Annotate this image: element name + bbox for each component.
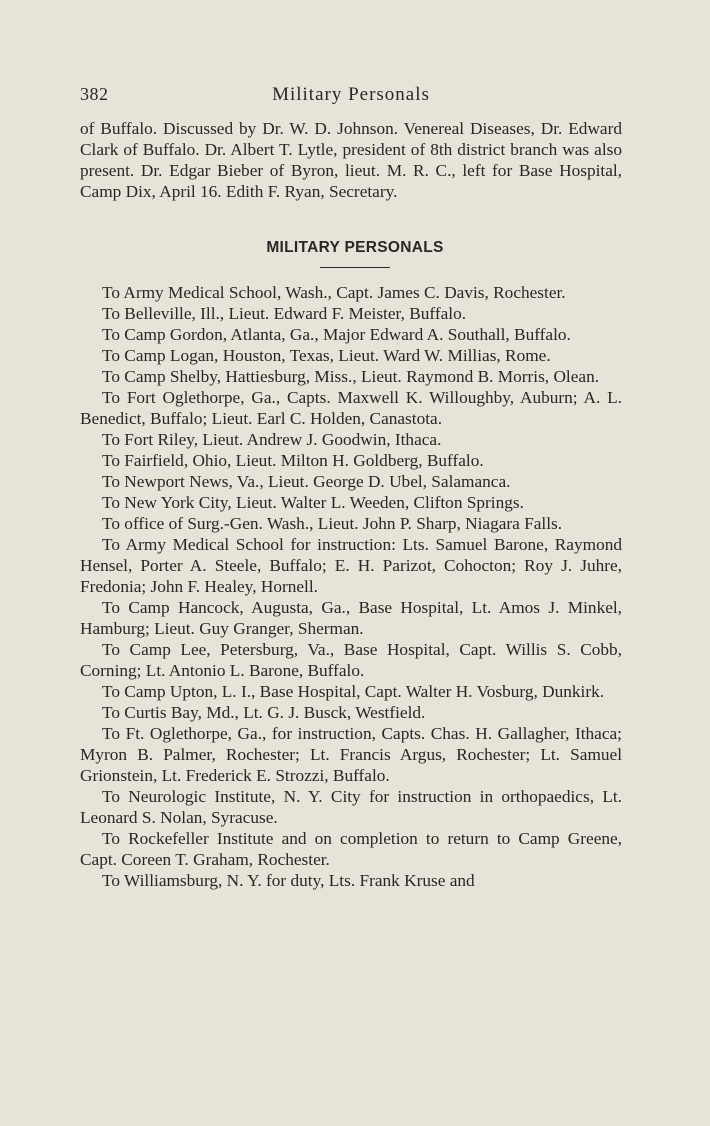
list-item: To New York City, Lieut. Walter L. Weeden, Clifton Springs. [102,493,524,512]
list-item: To Camp Gordon, Atlanta, Ga., Major Edward A. Southall, Buffalo. [102,325,571,344]
list-item: To Army Medical School for instruction: Lts. Samuel Barone, Raymond Hensel, Porter A. Steele, Buffalo; E. H. Parizot, Cohocton; Roy J. Juhre, Fredonia; John F. Healey, Hornell. [80,535,622,596]
list-item: To Fort Riley, Lieut. Andrew J. Goodwin, Ithaca. [102,430,442,449]
list-item: To Rockefeller Institute and on completion to return to Camp Greene, Capt. Coreen T. Graham, Rochester. [80,829,622,869]
intro-paragraph: of Buffalo. Discussed by Dr. W. D. Johnson. Venereal Diseases, Dr. Edward Clark of Buffalo. Dr. Albert T. Lytle, president of 8th district branch was also present. Dr. Edgar Bieber of Byron, lieut. M. R. C., left for Base Hospital, Camp Dix, April 16. Edith F. Ryan, Secretary. [80,119,622,201]
page-number: 382 [80,84,109,104]
personals-list [80,282,622,891]
list-item: To Camp Shelby, Hattiesburg, Miss., Lieut. Raymond B. Morris, Olean. [102,367,600,386]
list-item: To Army Medical School, Wash., Capt. James C. Davis, Rochester. [102,283,566,302]
list-item: To Fairfield, Ohio, Lieut. Milton H. Goldberg, Buffalo. [102,451,484,470]
list-item: To Camp Lee, Petersburg, Va., Base Hospital, Capt. Willis S. Cobb, Corning; Lt. Antonio L. Barone, Buffalo. [80,640,622,680]
list-item: To Neurologic Institute, N. Y. City for instruction in orthopaedics, Lt. Leonard S. Nolan, Syracuse. [80,787,622,827]
list-item: To Camp Hancock, Augusta, Ga., Base Hospital, Lt. Amos J. Minkel, Hamburg; Lieut. Guy Granger, Sherman. [80,598,622,638]
section-rule [320,267,390,268]
list-item: To Fort Oglethorpe, Ga., Capts. Maxwell K. Willoughby, Auburn; A. L. Benedict, Buffalo; Lieut. Earl C. Holden, Canastota. [80,388,622,428]
section-title: MILITARY PERSONALS [266,239,444,256]
list-item: To Williamsburg, N. Y. for duty, Lts. Frank Kruse and [102,871,475,890]
running-head: Military Personals [272,84,430,105]
page-header [80,84,622,108]
list-item: To office of Surg.-Gen. Wash., Lieut. John P. Sharp, Niagara Falls. [102,514,563,533]
list-item: To Camp Logan, Houston, Texas, Lieut. Ward W. Millias, Rome. [102,346,551,365]
list-item: To Ft. Oglethorpe, Ga., for instruction, Capts. Chas. H. Gallagher, Ithaca; Myron B. Palmer, Rochester; Lt. Francis Argus, Rochester; Lt. Samuel Grionstein, Lt. Frederick E. Strozzi, Buffalo. [80,724,622,785]
list-item: To Camp Upton, L. I., Base Hospital, Capt. Walter H. Vosburg, Dunkirk. [102,682,605,701]
list-item: To Curtis Bay, Md., Lt. G. J. Busck, Westfield. [102,703,426,722]
list-item: To Newport News, Va., Lieut. George D. Ubel, Salamanca. [102,472,511,491]
list-item: To Belleville, Ill., Lieut. Edward F. Meister, Buffalo. [102,304,467,323]
